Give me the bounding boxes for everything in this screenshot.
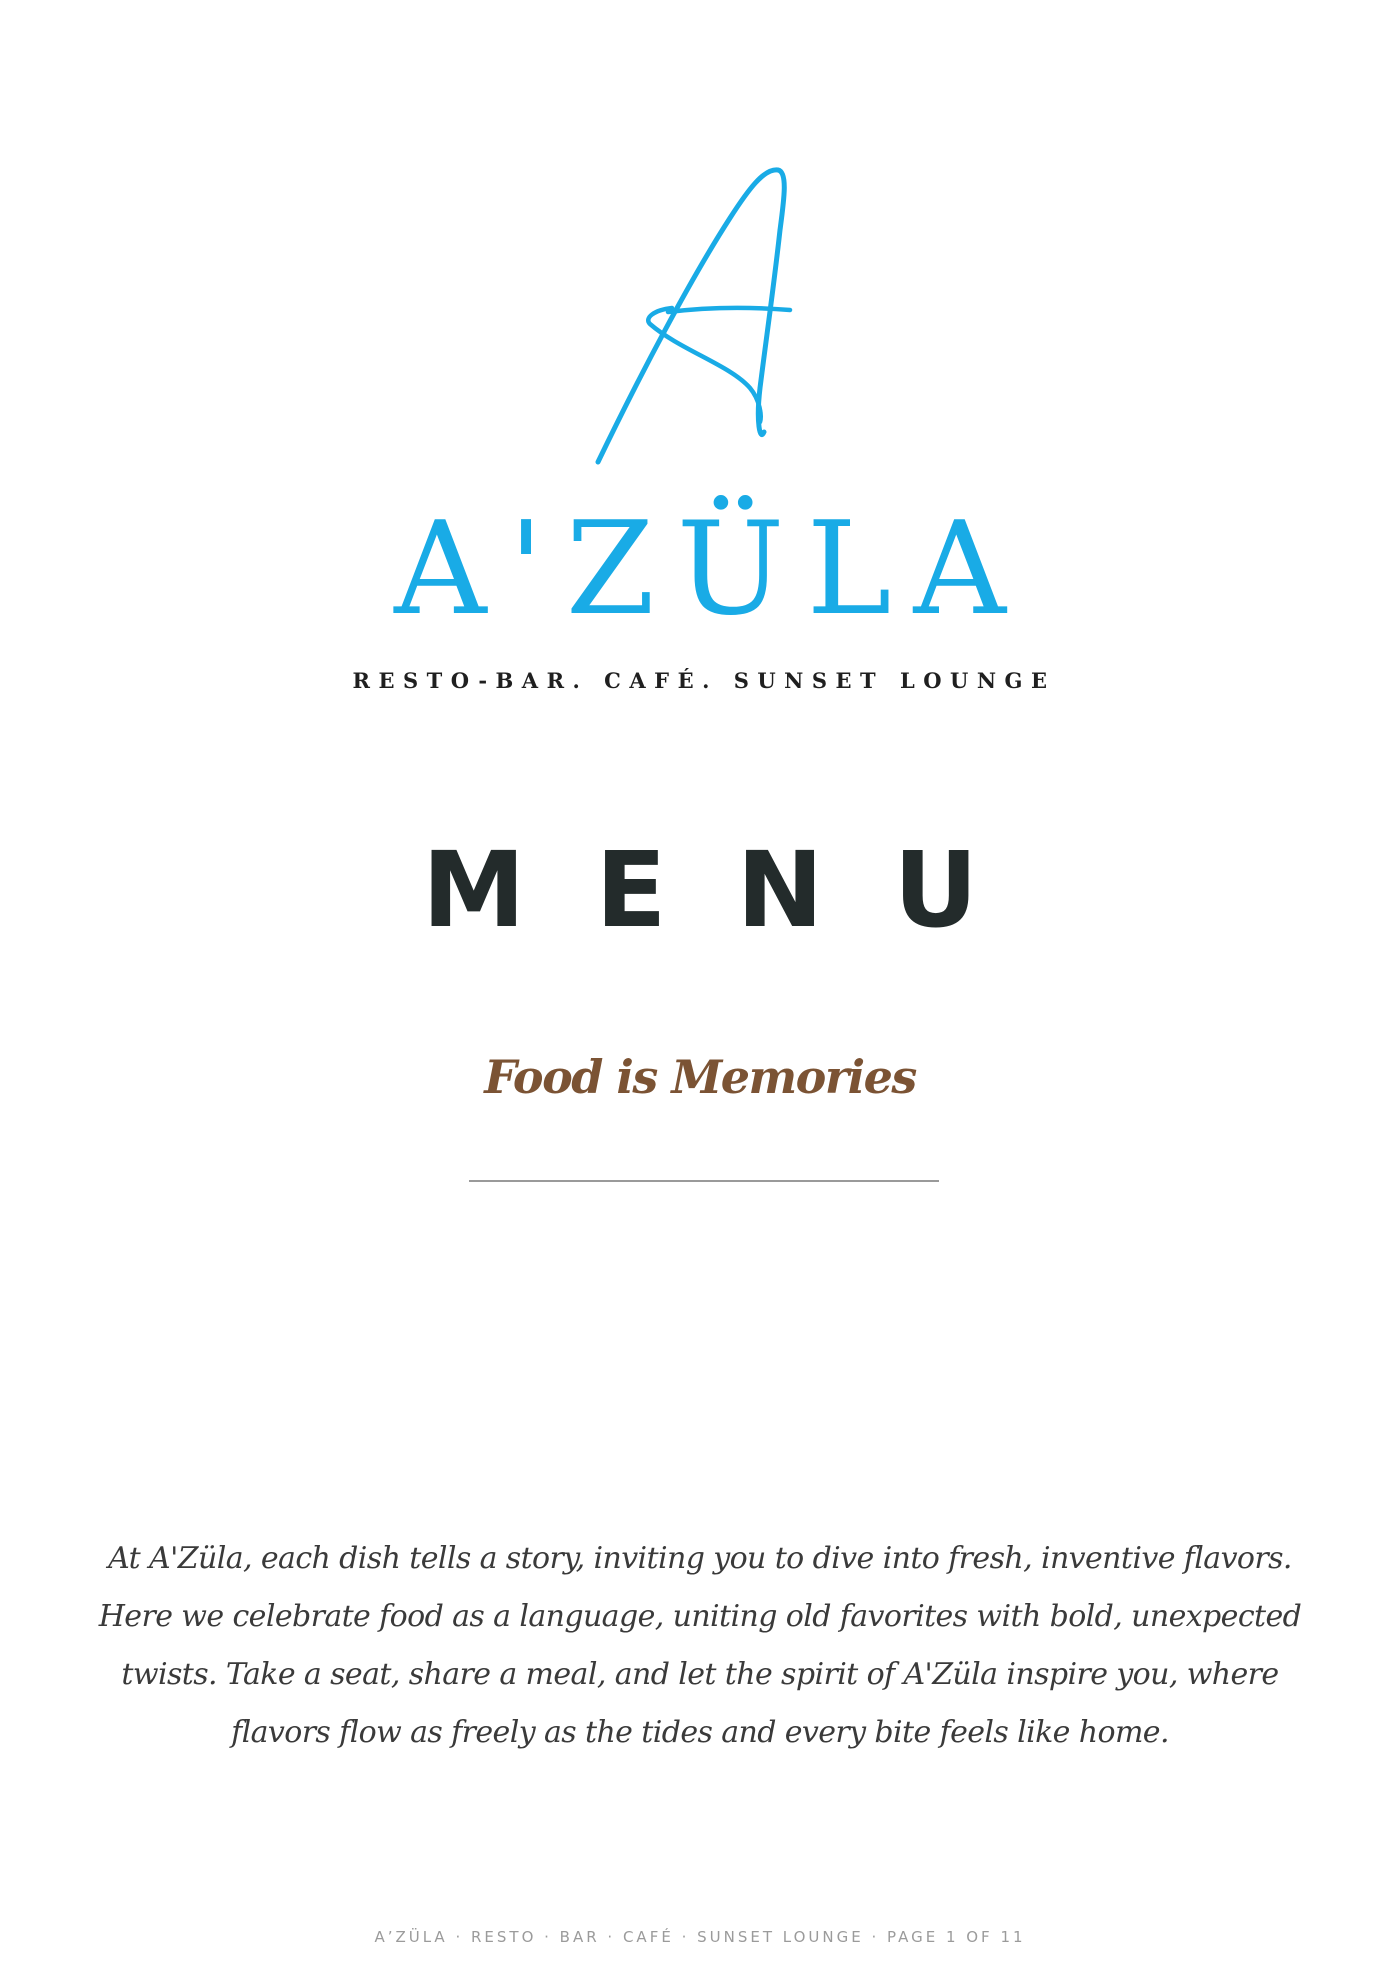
divider [469, 1180, 939, 1182]
tagline: RESTO-BAR. CAFÉ. SUNSET LOUNGE [352, 668, 1056, 693]
page-footer: A’ZÜLA · RESTO · BAR · CAFÉ · SUNSET LOUNGE · PAGE 1 OF 11 [374, 1928, 1026, 1946]
script-letter-a-logo-icon [580, 160, 820, 480]
brand-name: A'ZÜLA [394, 495, 1028, 644]
intro-paragraph: At A'Züla, each dish tells a story, inviting you to dive into fresh, inventive flavors. Here we celebrate food as a language, uniting old favorites with bold, unexpected twists. Take a seat, share a meal, and let the spirit of A'Züla inspire you, where flavors flow as freely as the tides and every bite feels like home. [98, 1541, 1302, 1750]
page-title: MENU [421, 829, 1049, 951]
slogan: Food is Memories [484, 1050, 916, 1104]
